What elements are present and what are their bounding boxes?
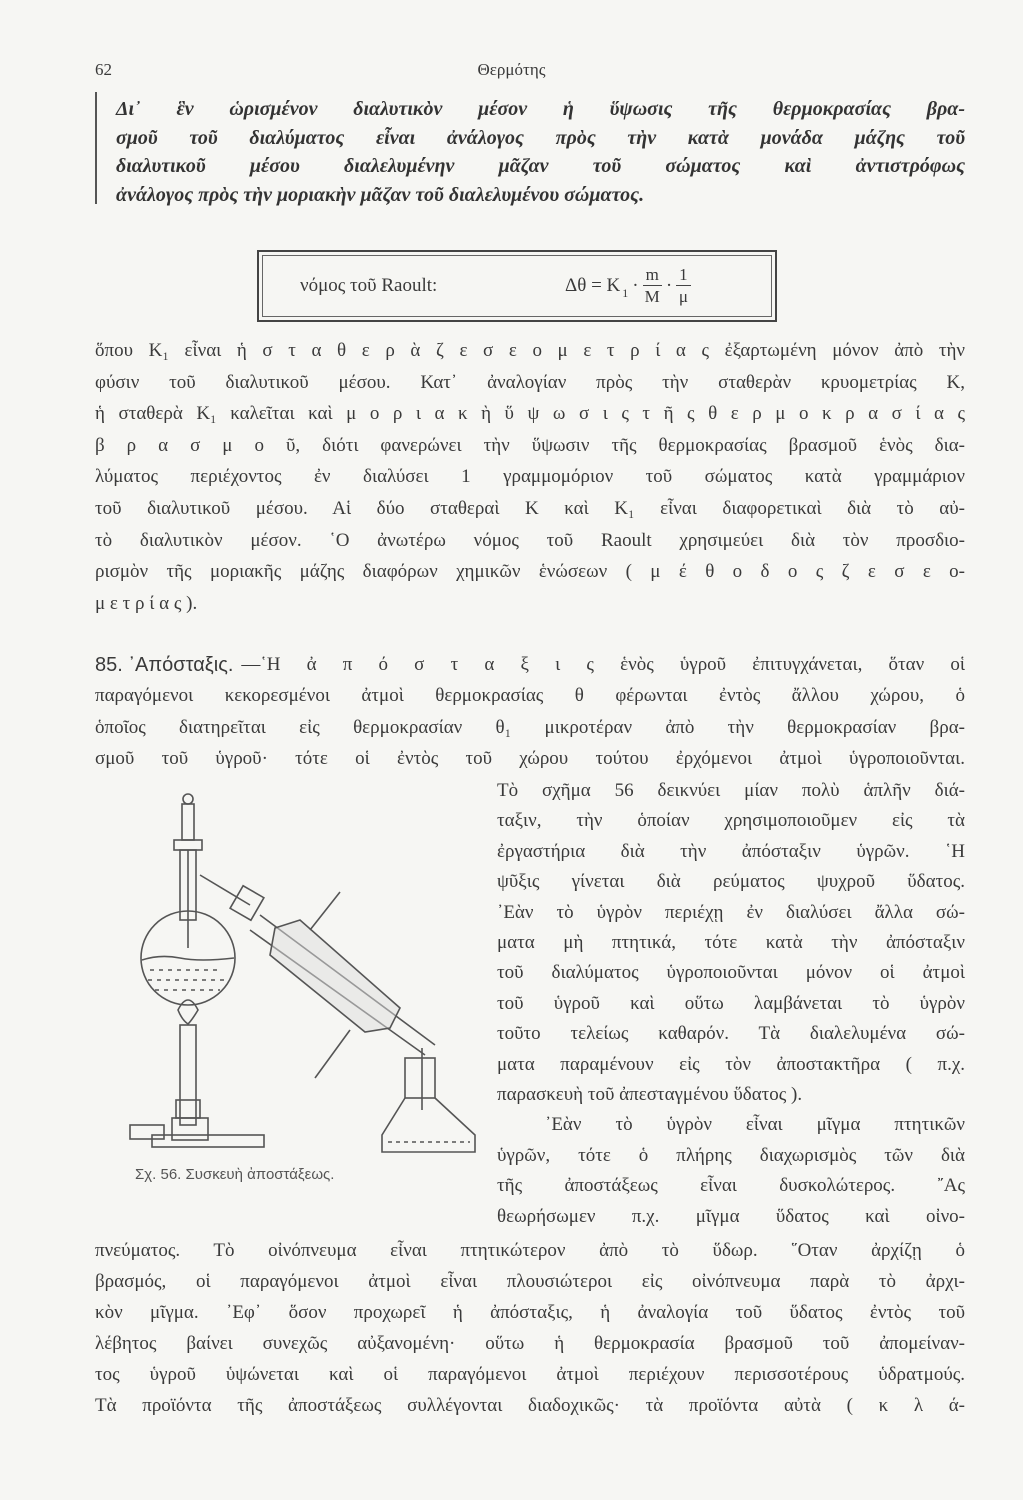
text-line: ρισμὸν τῆς μοριακῆς μάζης διαφόρων χημικῶν ἑνώσεων ( μ έ θ ο δ ο ς ζ ε σ ε ο- bbox=[95, 561, 965, 583]
column-line: τῆς ἀποστάξεως εἶναι δυσκολώτερος. ῎Ας bbox=[497, 1175, 965, 1197]
law-line: Δι᾿ ἓν ὡρισμένον διαλυτικὸν μέσον ἡ ὕψωσις τῆς θερμοκρασίας βρα- bbox=[116, 98, 965, 120]
text-line: πνεύματος. Τὸ οἰνόπνευμα εἶναι πτητικώτερον ἀπὸ τὸ ὕδωρ. ῞Οταν ἀρχίζῃ ὁ bbox=[95, 1240, 965, 1261]
fraction-m-over-M bbox=[643, 265, 662, 308]
column-line: ταξιν, τὴν ὁποίαν χρησιμοποιοῦμεν εἰς τὰ bbox=[497, 810, 965, 832]
column-line: τοῦτο τελείως καθαρόν. Τὰ διαλελυμένα σώ- bbox=[497, 1023, 965, 1045]
raoult-formula bbox=[565, 256, 691, 316]
formula-dot: · bbox=[632, 275, 639, 296]
text-line: παραγόμενοι κεκορεσμένοι ἀτμοὶ θερμοκρασίας θ φέρωνται ἐντὸς ἄλλου χώρου, ὁ bbox=[95, 685, 965, 707]
column-line: ὑγρῶν, τότε ὁ πλήρης διαχωρισμὸς τῶν διὰ bbox=[497, 1144, 965, 1166]
column-line: ματα παραμένουν εἰς τὸν ἀποστακτῆρα ( π.χ. bbox=[497, 1053, 965, 1075]
formula-subscript: 1 bbox=[622, 285, 629, 300]
text-line: μ ε τ ρ ί α ς ). bbox=[95, 592, 198, 614]
column-line: ᾿Εὰν τὸ ὑγρὸν περιέχῃ ἐν διαλύσει ἄλλα σώ- bbox=[497, 901, 965, 923]
text-line: φύσιν τοῦ διαλυτικοῦ μέσου. Κατ᾿ ἀναλογίαν πρὸς τὴν σταθερὰν κρυομετρίας K, bbox=[95, 371, 965, 393]
section-heading: 85. ᾿Απόσταξις. bbox=[95, 654, 234, 676]
column-line: ματα μὴ πτητικά, τότε κατὰ τὴν ἀπόσταξιν bbox=[497, 932, 965, 953]
distillation-apparatus-figure bbox=[100, 780, 480, 1165]
fraction-1-over-mu bbox=[676, 265, 691, 308]
text-line: λύματος περιέχοντος ἐν διαλύσει 1 γραμμομόριον τοῦ σώματος κατὰ γραμμάριον bbox=[95, 466, 965, 488]
text-line: ἡ σταθερὰ K₁ καλεῖται καὶ μ ο ρ ι α κ ὴ ὕ ψ ω σ ι ς τ ῆ ς θ ε ρ μ ο κ ρ α σ ί α ς bbox=[95, 403, 965, 425]
column-line: Τὸ σχῆμα 56 δεικνύει μίαν πολὺ ἁπλῆν διά- bbox=[497, 780, 965, 801]
text-line: λέβητος βαίνει συνεχῶς αὐξανομένη· οὕτω ἡ θερμοκρασία βρασμοῦ τοῦ ἀπομείναν- bbox=[95, 1333, 965, 1354]
formula-dot: · bbox=[665, 275, 673, 296]
column-line: ᾿Εὰν τὸ ὑγρὸν εἶναι μῖγμα πτητικῶν bbox=[545, 1114, 965, 1136]
margin-rule bbox=[95, 92, 97, 204]
numerator: m bbox=[643, 265, 662, 286]
column-line: τοῦ ὑγροῦ καὶ οὕτω λαμβάνεται τὸ ὑγρὸν bbox=[497, 992, 965, 1014]
column-line: ψῦξις γίνεται διὰ ρεύματος ψυχροῦ ὕδατος. bbox=[497, 871, 965, 893]
formula-lhs: Δθ = K bbox=[565, 275, 621, 296]
text-line: —῾Η ἀ π ό σ τ α ξ ι ς ἑνὸς ὑγροῦ ἐπιτυγχάνεται, ὅταν οἱ bbox=[241, 654, 965, 675]
numerator: 1 bbox=[676, 265, 691, 286]
text-line: τος ὑγροῦ ὑψώνεται καὶ οἱ παραγόμενοι ἀτμοὶ περιέχουν περισσοτέρους ὑδρατμούς. bbox=[95, 1364, 965, 1385]
running-title: Θερμότης bbox=[477, 60, 546, 79]
law-line: διαλυτικοῦ μέσου διαλελυμένην μᾶζαν τοῦ σώματος καὶ ἀντιστρόφως bbox=[116, 155, 965, 177]
text-line: ὁποῖος διατηρεῖται εἰς θερμοκρασίαν θ₁ μικροτέραν ἀπὸ τὴν θερμοκρασίαν βρα- bbox=[95, 716, 965, 738]
burner-icon bbox=[130, 1000, 264, 1147]
law-line: σμοῦ τοῦ διαλύματος εἶναι ἀνάλογος πρὸς τὴν κατὰ μονάδα μάζης τοῦ bbox=[116, 126, 965, 149]
condenser-icon bbox=[200, 875, 435, 1078]
section-first-line bbox=[95, 652, 965, 678]
receiving-flask-icon bbox=[382, 1048, 475, 1152]
text-line: β ρ α σ μ ο ῦ, διότι φανερώνει τὴν ὕψωσιν τῆς θερμοκρασίας βρασμοῦ ἑνὸς δια- bbox=[95, 434, 965, 456]
law-line: ἀνάλογος πρὸς τὴν μοριακὴν μᾶζαν τοῦ διαλελυμένου σώματος. bbox=[116, 183, 645, 206]
column-line: θεωρήσωμεν π.χ. μῖγμα ὕδατος καὶ οἰνο- bbox=[497, 1205, 965, 1227]
text-line: ὅπου K₁ εἶναι ἡ σ τ α θ ε ρ ὰ ζ ε σ ε ο μ ε τ ρ ί α ς ἐξαρτωμένη μόνον ἀπὸ τὴν bbox=[95, 340, 965, 361]
text-line: τὸ διαλυτικὸν μέσον. ῾Ο ἀνωτέρω νόμος τοῦ Raoult χρησιμεύει διὰ τὸν προσδιο- bbox=[95, 529, 965, 551]
column-line: παρασκευὴ τοῦ ἀπεσταγμένου ὕδατος ). bbox=[497, 1084, 803, 1105]
column-line: ἐργαστήρια διὰ τὴν ἀπόσταξιν ὑγρῶν. ῾Η bbox=[497, 840, 965, 862]
text-line: τοῦ διαλυτικοῦ μέσου. Αἱ δύο σταθεραὶ K καὶ K₁ εἶναι διαφορετικαὶ διὰ τὸ αὐ- bbox=[95, 498, 965, 519]
figure-caption: Σχ. 56. Συσκευὴ ἀποστάξεως. bbox=[135, 1166, 335, 1183]
text-line: κὸν μῖγμα. ᾿Εφ᾿ ὅσον προχωρεῖ ἡ ἀπόσταξις, ἡ ἀναλογία τοῦ ὕδατος ἐντὸς τοῦ bbox=[95, 1302, 965, 1323]
text-line: σμοῦ τοῦ ὑγροῦ· τότε οἱ ἐντὸς τοῦ χώρου τούτου ἐρχόμενοι ἀτμοὶ ὑγροποιοῦνται. bbox=[95, 747, 965, 769]
text-line: βρασμός, οἱ παραγόμενοι ἀτμοὶ εἶναι πλουσιώτεροι εἰς οἰνόπνευμα παρὰ τὸ ἀρχι- bbox=[95, 1271, 965, 1292]
column-line: τοῦ διαλύματος ὑγροποιοῦνται μόνον οἱ ἀτμοὶ bbox=[497, 962, 965, 984]
thermometer-icon bbox=[174, 794, 202, 948]
law-label: νόμος τοῦ Raoult: bbox=[300, 275, 438, 296]
text-line: Τὰ προϊόντα τῆς ἀποστάξεως συλλέγονται διαδοχικῶς· τὰ προϊόντα αὐτὰ ( κ λ ά- bbox=[95, 1395, 965, 1416]
page-number: 62 bbox=[95, 60, 112, 79]
denominator: μ bbox=[678, 286, 688, 306]
denominator: M bbox=[644, 286, 660, 306]
